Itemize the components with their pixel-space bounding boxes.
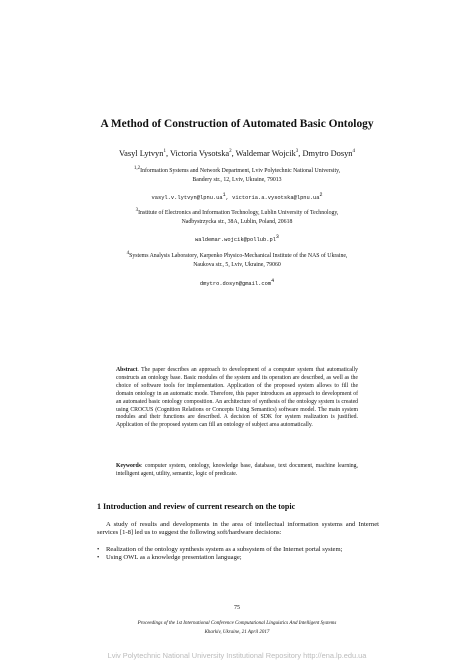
- author-list: [0, 149, 474, 158]
- author-superscript: 3: [295, 149, 299, 155]
- repository-watermark[interactable]: Lviv Polytechnic National University Institutional Repository http://ena.lp.edu.ua: [107, 651, 367, 660]
- bullet-list: [97, 546, 379, 563]
- bullet-icon: •: [97, 546, 100, 553]
- affiliation-line: Information Systems and Network Department, Lviv Polytechnic National University,: [140, 168, 341, 174]
- affiliation-superscript: 3: [135, 208, 139, 214]
- section-heading: 1 Introduction and review of current research on the topic: [97, 502, 296, 511]
- affiliation-2: [90, 209, 384, 228]
- body-paragraph: [97, 521, 379, 538]
- page-number: 75: [234, 605, 240, 611]
- bullet-icon: •: [97, 554, 100, 562]
- affiliation-line: Nadbystrzycka str., 38A, Lublin, Poland, 20618: [181, 219, 293, 226]
- list-item-text: Using OWL as a knowledge presentation language;: [106, 554, 242, 562]
- abstract-text: . The paper describes an approach to development of a computer system that automatically constructs an ontology base. Basic modules of the system and its operation are described, as well as the choice of software tools for implementation. Application of the proposed system allows to fill the domain ontology in an automatic mode. Therefore, this paper introduces an approach to development of an automated basic ontology composition. An architecture of synthesis of the ontology system is created using CROCUS (Cognition Relations or Concepts Using Semantics) software model. The main system modules and their functions are described. A decision of SDK for system realization is justified. Application of the proposed system can fill an ontology of subject area automatically.: [116, 367, 358, 429]
- email-superscript: 2: [319, 192, 323, 199]
- paragraph-text: A study of results and developments in the area of intellectual information systems and Internet services [1-8] led us to suggest the following soft/hardware decisions:: [97, 521, 379, 537]
- email-superscript: 3: [275, 234, 279, 241]
- email-link[interactable]: dmytro.dosyn@gmail.com: [199, 281, 272, 287]
- author-name: Vasyl Lytvyn: [119, 149, 164, 158]
- abstract-label: Abstract: [116, 367, 138, 373]
- paper-title: A Method of Construction of Automated Basic Ontology: [100, 118, 374, 130]
- author-superscript: 4: [352, 149, 355, 155]
- author-name: , Victoria Vysotska: [165, 149, 230, 158]
- keywords-block: [116, 463, 358, 479]
- email-superscript: 4: [271, 278, 275, 285]
- email-link[interactable]: vasyl.v.lytvyn@lpnu.ua: [151, 195, 223, 201]
- affiliation-line: Systems Analysis Laboratory, Karpenko Physico-Mechanical Institute of the NAS of Ukraine,: [129, 253, 348, 259]
- author-name: , Waldemar Wojcik: [231, 149, 296, 158]
- author-superscript: 1: [163, 149, 166, 155]
- affiliation-1: [90, 167, 384, 186]
- list-item-text: Realization of the ontology synthesis system as a subsystem of the Internet portal system;: [106, 546, 343, 553]
- affiliation-line: Bandery str., 12, Lviv, Ukraine, 79013: [192, 177, 282, 184]
- abstract-block: [116, 367, 358, 430]
- affiliation-2-email: [60, 234, 414, 243]
- affiliation-line: Institute of Electronics and Information Technology, Lublin University of Technology,: [138, 210, 339, 216]
- affiliation-3-email: [60, 278, 414, 287]
- proceedings-footer: Proceedings of the 1st International Conference Computational Linguistics And Intelligent Systems: [137, 621, 337, 626]
- author-name: , Dmytro Dosyn: [298, 149, 353, 158]
- email-link[interactable]: waldemar.wojcik@pollub.pl: [195, 237, 276, 243]
- affiliation-superscript: 1,2: [133, 166, 141, 172]
- affiliation-3: [90, 252, 384, 271]
- affiliation-1-emails: [60, 192, 414, 201]
- email-superscript: 1: [222, 192, 226, 199]
- author-superscript: 2: [229, 149, 232, 155]
- keywords-text: : computer system, ontology, knowledge base, database, text document, machine learning, intelligent agent, utility, semantic, logic of predicate.: [116, 463, 358, 477]
- affiliation-line: Naukova str., 5, Lviv, Ukraine, 79060: [193, 262, 281, 269]
- list-item: [97, 554, 379, 562]
- email-link[interactable]: , victoria.a.vysotska@lpnu.ua: [225, 195, 320, 201]
- keywords-label: Keywords: [116, 463, 141, 469]
- list-item: [97, 546, 379, 554]
- affiliation-superscript: 4: [126, 251, 130, 257]
- conference-place-date: Kharkiv, Ukraine, 21 April 2017: [204, 630, 270, 635]
